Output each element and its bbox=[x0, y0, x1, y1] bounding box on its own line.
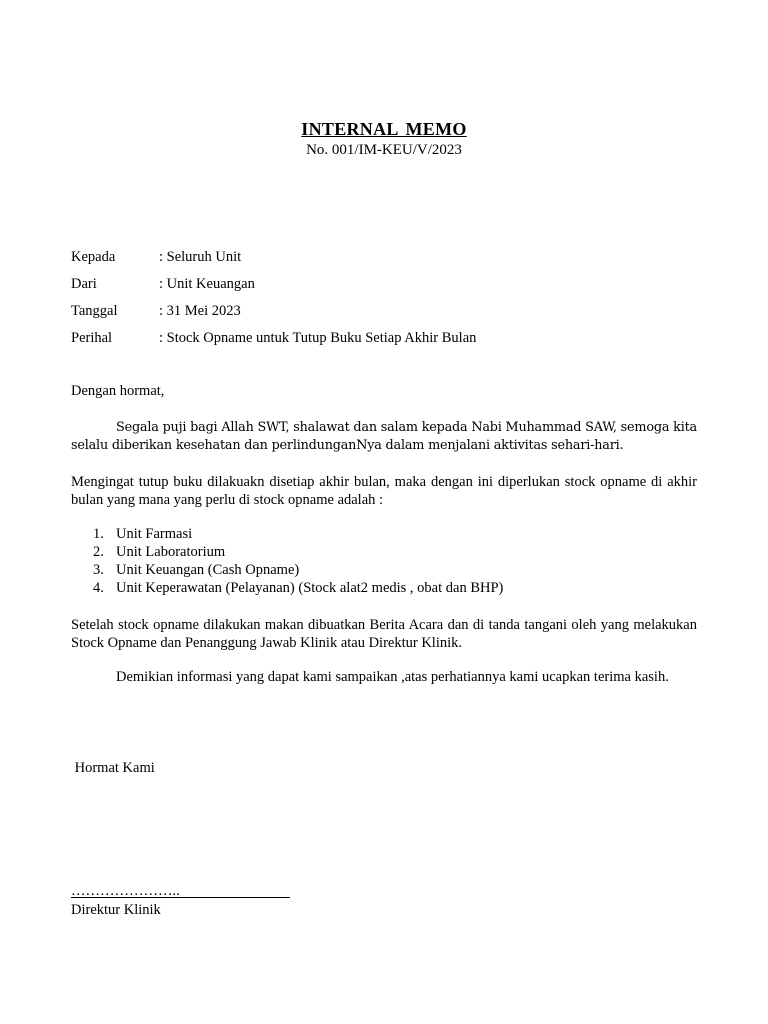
tanggal-value: : 31 Mei 2023 bbox=[159, 303, 241, 319]
unit-list bbox=[71, 525, 697, 597]
list-number: 2. bbox=[93, 544, 104, 560]
opening-paragraph bbox=[71, 419, 697, 455]
greeting: Dengan hormat, bbox=[71, 383, 165, 399]
list-item bbox=[71, 579, 697, 597]
signature-dots: ………………….. bbox=[71, 883, 180, 899]
dari-label: Dari bbox=[71, 276, 97, 292]
list-number: 1. bbox=[93, 526, 104, 542]
berita-acara-paragraph: Setelah stock opname dilakukan makan dibuatkan Berita Acara dan di tanda tangani oleh yang melakukan Stock Opname dan Penanggung Jawab Klinik atau Direktur Klinik. bbox=[71, 617, 697, 651]
list-item bbox=[71, 543, 697, 561]
list-number: 3. bbox=[93, 562, 104, 578]
list-item bbox=[71, 561, 697, 579]
list-text: Unit Keperawatan (Pelayanan) (Stock alat2 medis , obat dan BHP) bbox=[116, 580, 504, 596]
dari-value: : Unit Keuangan bbox=[159, 276, 255, 292]
opening-paragraph-line-1: Segala puji bagi Allah SWT, shalawat dan salam kepada Nabi Muhammad SAW, semoga kita bbox=[116, 420, 697, 435]
signature-line bbox=[71, 897, 290, 898]
kepada-value: : Seluruh Unit bbox=[159, 249, 242, 265]
perihal-value: : Stock Opname untuk Tutup Buku Setiap Akhir Bulan bbox=[159, 330, 477, 346]
list-text: Unit Keuangan (Cash Opname) bbox=[116, 562, 300, 578]
stock-opname-paragraph: Mengingat tutup buku dilakuakn disetiap akhir bulan, maka dengan ini diperlukan stock opname di akhir bulan yang mana yang perlu di stock opname adalah : bbox=[71, 474, 697, 508]
memo-title: INTERNAL MEMO bbox=[301, 119, 467, 139]
memo-number: No. 001/IM-KEU/V/2023 bbox=[306, 142, 462, 158]
closing-salutation: Hormat Kami bbox=[71, 760, 155, 776]
list-text: Unit Farmasi bbox=[116, 526, 193, 542]
closing-paragraph: Demikian informasi yang dapat kami sampaikan ,atas perhatiannya kami ucapkan terima kasih. bbox=[116, 669, 669, 685]
tanggal-label: Tanggal bbox=[71, 303, 118, 319]
list-text: Unit Laboratorium bbox=[116, 544, 226, 560]
opening-paragraph-line-2: selalu diberikan kesehatan dan perlindunganNya dalam menjalani aktivitas sehari-hari. bbox=[71, 438, 624, 453]
signature-role: Direktur Klinik bbox=[71, 902, 161, 918]
list-item bbox=[71, 525, 697, 543]
perihal-label: Perihal bbox=[71, 330, 113, 346]
kepada-label: Kepada bbox=[71, 249, 116, 265]
list-number: 4. bbox=[93, 580, 104, 596]
